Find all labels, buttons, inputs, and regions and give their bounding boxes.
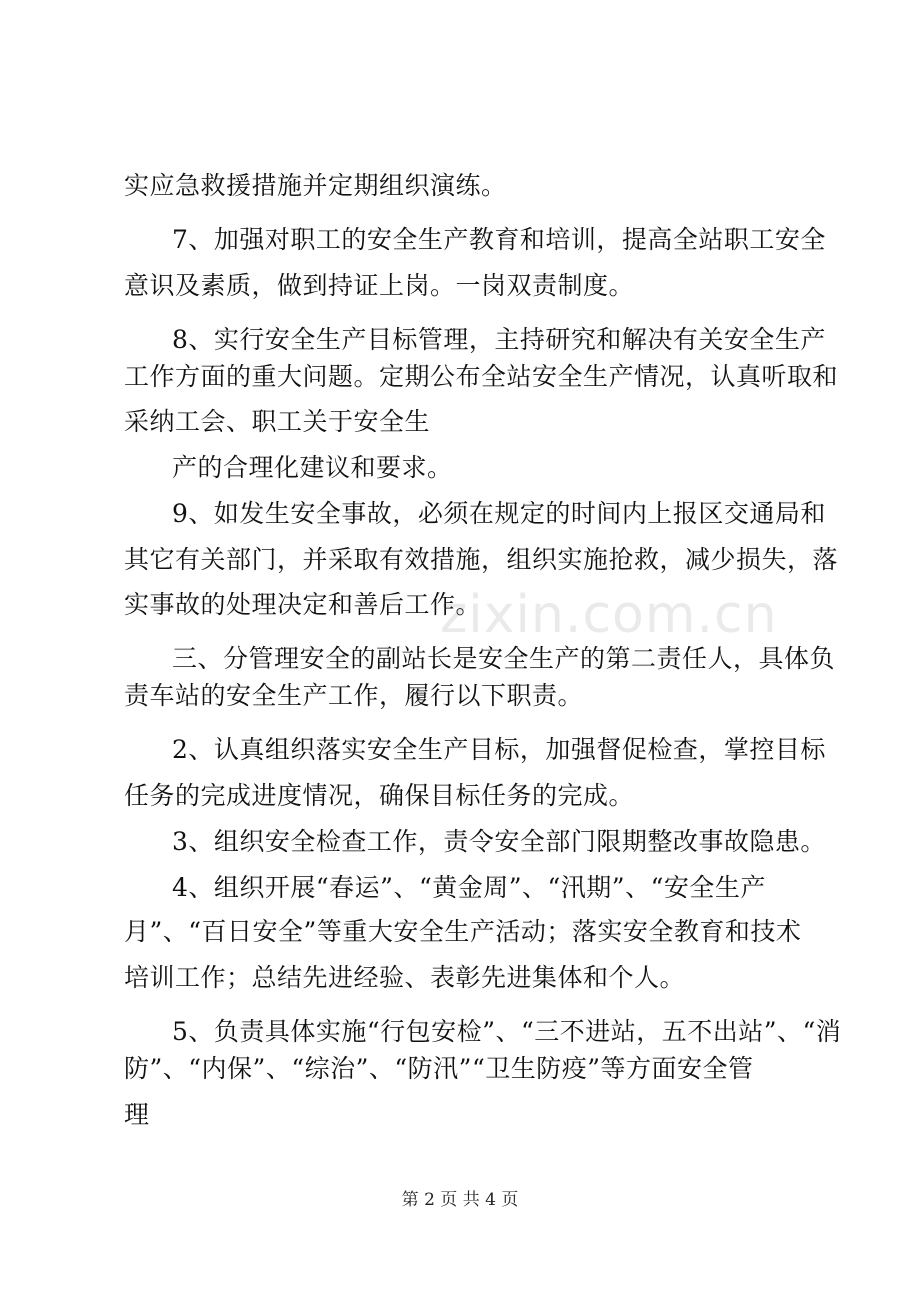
body-line-8: 9、如发生安全事故，必须在规定的时间内上报区交通局和 [172, 499, 826, 528]
page-number-footer: 第 2 页 共 4 页 [401, 1190, 519, 1210]
body-line-18: 培训工作；总结先进经验、表彰先进集体和个人。 [124, 963, 686, 992]
body-line-12: 责车站的安全生产工作，履行以下职责。 [124, 681, 584, 710]
body-line-2: 7、加强对职工的安全生产教育和培训，提高全站职工安全 [172, 225, 826, 254]
body-line-17: 月”、“百日安全”等重大安全生产活动；落实安全教育和技术 [124, 917, 802, 946]
body-line-3: 意识及素质，做到持证上岗。一岗双责制度。 [124, 271, 635, 300]
body-line-5: 工作方面的重大问题。定期公布全站安全生产情况，认真听取和 [124, 362, 839, 391]
body-line-1: 实应急救援措施并定期组织演练。 [124, 171, 507, 200]
body-line-15: 3、组织安全检查工作，责令安全部门限期整改事故隐患。 [172, 827, 826, 856]
body-line-13: 2、认真组织落实安全生产目标，加强督促检查，掌控目标 [172, 735, 826, 764]
body-line-7: 产的合理化建议和要求。 [172, 453, 453, 482]
body-line-4: 8、实行安全生产目标管理，主持研究和解决有关安全生产 [172, 325, 826, 354]
body-line-11: 三、分管理安全的副站长是安全生产的第二责任人，具体负 [172, 644, 836, 673]
body-line-6: 采纳工会、职工关于安全生 [124, 407, 431, 436]
body-line-20: 防”、“内保”、“综治”、“防汛”“卫生防疫”等方面安全管 [124, 1054, 754, 1083]
body-line-16: 4、组织开展“春运”、“黄金周”、“汛期”、“安全生产 [172, 873, 766, 902]
body-line-14: 任务的完成进度情况，确保目标任务的完成。 [124, 781, 635, 810]
body-line-10: 实事故的处理决定和善后工作。 [124, 590, 482, 619]
watermark: zixin.com.cn [440, 585, 778, 645]
body-line-19: 5、负责具体实施“行包安检”、“三不进站，五不出站”、“消 [172, 1017, 842, 1046]
body-line-21: 理 [124, 1100, 150, 1129]
body-line-9: 其它有关部门，并采取有效措施，组织实施抢救，减少损失，落 [124, 545, 839, 574]
